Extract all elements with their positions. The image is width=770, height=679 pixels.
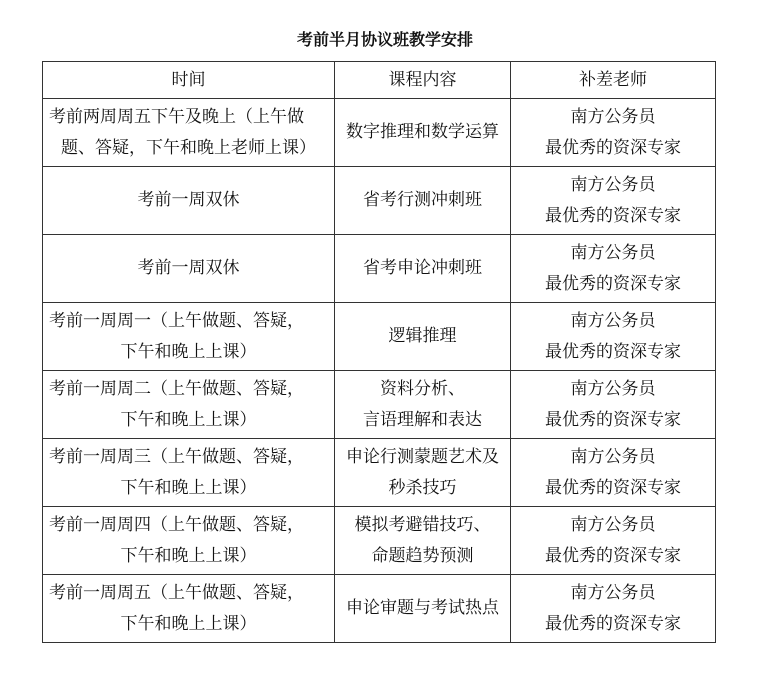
header-teacher: 补差老师 — [511, 62, 716, 99]
course-cell — [335, 235, 511, 303]
time-line: 考前一周周五（上午做题、答疑， — [49, 582, 304, 603]
course-cell — [335, 303, 511, 371]
time-line: 下午和晚上上课） — [120, 409, 257, 430]
time-line: 下午和晚上上课） — [120, 341, 257, 362]
course-line: 秒杀技巧 — [388, 477, 457, 498]
teacher-line: 南方公务员 — [570, 582, 656, 603]
time-line: 下午和晚上上课） — [120, 613, 257, 634]
teacher-line: 最优秀的资深专家 — [545, 205, 681, 226]
table-header-row — [43, 62, 716, 99]
teacher-cell — [511, 575, 716, 643]
time-line: 下午和晚上上课） — [120, 545, 257, 566]
header-course: 课程内容 — [335, 62, 511, 99]
course-line: 省考申论冲刺班 — [363, 258, 482, 278]
time-cell — [43, 235, 335, 303]
course-line: 模拟考避错技巧、 — [354, 514, 491, 535]
course-cell — [335, 99, 511, 167]
teacher-line: 最优秀的资深专家 — [545, 273, 681, 294]
table-row — [43, 507, 716, 575]
course-line: 申论审题与考试热点 — [346, 598, 499, 618]
course-cell — [335, 371, 511, 439]
table-row — [43, 439, 716, 507]
teacher-line: 南方公务员 — [570, 242, 656, 263]
teacher-line: 最优秀的资深专家 — [545, 341, 681, 362]
course-cell — [335, 575, 511, 643]
time-line: 考前一周双休 — [137, 258, 240, 278]
teacher-line: 南方公务员 — [570, 514, 656, 535]
time-cell — [43, 439, 335, 507]
time-line: 考前一周周三（上午做题、答疑， — [49, 446, 304, 467]
teacher-line: 最优秀的资深专家 — [545, 477, 681, 498]
time-line: 考前一周周二（上午做题、答疑， — [49, 378, 304, 399]
schedule-body — [43, 99, 716, 643]
table-row — [43, 167, 716, 235]
teacher-cell — [511, 167, 716, 235]
time-line: 考前一周周四（上午做题、答疑， — [49, 514, 304, 535]
page-title: 考前半月协议班教学安排 — [296, 30, 473, 49]
table-row — [43, 99, 716, 167]
course-line: 数字推理和数学运算 — [346, 122, 499, 142]
time-cell — [43, 371, 335, 439]
course-line: 申论行测蒙题艺术及 — [346, 446, 499, 467]
course-cell — [335, 507, 511, 575]
teacher-cell — [511, 303, 716, 371]
table-row — [43, 235, 716, 303]
time-line: 下午和晚上上课） — [120, 477, 257, 498]
time-cell — [43, 167, 335, 235]
course-cell — [335, 439, 511, 507]
course-line: 言语理解和表达 — [363, 409, 482, 430]
time-line: 考前一周双休 — [137, 190, 240, 210]
header-time: 时间 — [43, 62, 335, 99]
teacher-cell — [511, 235, 716, 303]
teacher-line: 南方公务员 — [570, 106, 656, 127]
time-line: 考前两周周五下午及晚上（上午做 — [49, 106, 304, 127]
table-row — [43, 575, 716, 643]
course-line: 省考行测冲刺班 — [363, 190, 482, 210]
schedule-table — [42, 61, 716, 643]
teacher-cell — [511, 99, 716, 167]
course-line: 命题趋势预测 — [371, 545, 474, 566]
time-line: 考前一周周一（上午做题、答疑， — [49, 310, 304, 331]
time-cell — [43, 99, 335, 167]
teacher-line: 最优秀的资深专家 — [545, 409, 681, 430]
time-cell — [43, 303, 335, 371]
teacher-line: 南方公务员 — [570, 310, 656, 331]
teacher-cell — [511, 371, 716, 439]
teacher-line: 最优秀的资深专家 — [545, 545, 681, 566]
table-row — [43, 371, 716, 439]
teacher-line: 最优秀的资深专家 — [545, 613, 681, 634]
teacher-line: 南方公务员 — [570, 378, 656, 399]
course-line: 逻辑推理 — [388, 326, 457, 346]
course-line: 资料分析、 — [380, 378, 465, 399]
time-cell — [43, 507, 335, 575]
time-line: 题、答疑，下午和晚上老师上课） — [61, 137, 316, 158]
teacher-cell — [511, 439, 716, 507]
teacher-line: 南方公务员 — [570, 446, 656, 467]
teacher-line: 最优秀的资深专家 — [545, 137, 681, 158]
time-cell — [43, 575, 335, 643]
course-cell — [335, 167, 511, 235]
table-row — [43, 303, 716, 371]
teacher-line: 南方公务员 — [570, 174, 656, 195]
teacher-cell — [511, 507, 716, 575]
